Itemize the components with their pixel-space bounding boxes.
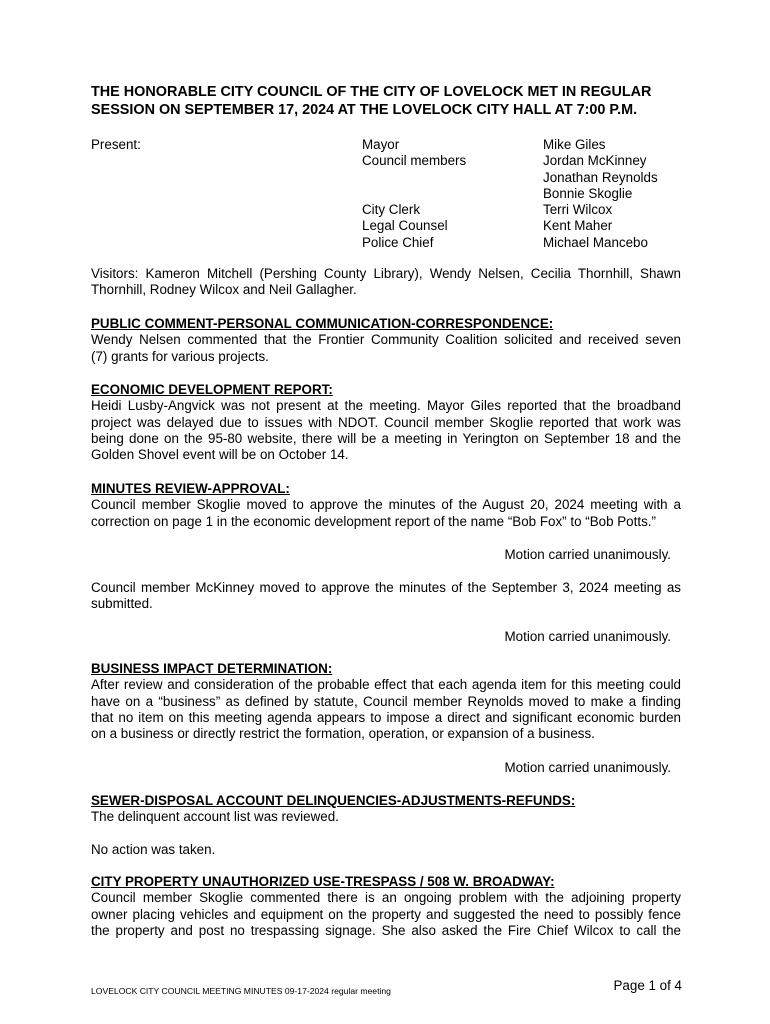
role-item: Legal Counsel [362, 218, 448, 234]
title-line-1: THE HONORABLE CITY COUNCIL OF THE CITY OF LOVELOCK MET IN REGULAR [91, 84, 652, 100]
section-heading: SEWER-DISPOSAL ACCOUNT DELINQUENCIES-ADJUSTMENTS-REFUNDS: [91, 793, 576, 808]
name-item: Jonathan Reynolds [543, 169, 658, 185]
economic-development-section [91, 382, 681, 463]
text-line: Thornhill, Rodney Wilcox and Neil Gallagher. [91, 282, 357, 298]
name-item: Bonnie Skoglie [543, 185, 633, 201]
visitors-paragraph [91, 266, 681, 299]
sewer-action-paragraph [91, 842, 681, 858]
city-property-section [91, 874, 681, 939]
text-line: on a business or directly restrict the formation, operation, or expansion of a business. [91, 726, 595, 742]
name-item: Michael Mancebo [543, 234, 648, 250]
name-item: Jordan McKinney [543, 153, 647, 169]
name-item: Kent Maher [543, 218, 613, 234]
footer-page-number: Page 1 of 4 [613, 978, 682, 993]
section-heading: MINUTES REVIEW-APPROVAL: [91, 481, 290, 496]
role-item: Police Chief [362, 234, 434, 250]
motion-carried: Motion carried unanimously. [504, 760, 671, 775]
text-line: After review and consideration of the probable effect that each agenda item for this meeting could [91, 677, 681, 693]
title-line-2: SESSION ON SEPTEMBER 17, 2024 AT THE LOVELOCK CITY HALL AT 7:00 P.M. [91, 102, 638, 118]
role-item: Mayor [362, 137, 400, 152]
text-line: Golden Shovel event will be on October 14. [91, 447, 349, 463]
sewer-section [91, 793, 681, 826]
name-item: Terri Wilcox [543, 202, 613, 218]
section-heading: CITY PROPERTY UNAUTHORIZED USE-TRESPASS / 508 W. BROADWAY: [91, 874, 555, 889]
text-line: project was delayed due to issues with NDOT. Council member Skoglie reported that work was [91, 414, 681, 430]
text-line: the property and post no trespassing signage. She also asked the Fire Chief Wilcox to call the [91, 922, 681, 938]
minutes-review-section [91, 481, 681, 530]
text-line: (7) grants for various projects. [91, 348, 269, 364]
text-line: being done on the 95-80 website, there will be a meeting in Yerington on September 18 and the [91, 430, 681, 446]
name-item: Mike Giles [543, 137, 606, 152]
text-line: Council member Skoglie moved to approve the minutes of the August 20, 2024 meeting with a [91, 497, 681, 513]
text-line: have on a “business” as defined by statute, Council member Reynolds moved to make a finding [91, 693, 681, 709]
motion-carried: Motion carried unanimously. [504, 629, 671, 644]
text-line: owner placing vehicles and equipment on the property and suggested the need to possibly fence [91, 906, 681, 922]
text-line: correction on page 1 in the economic development report of the name “Bob Fox” to “Bob Potts.” [91, 513, 656, 529]
roles-column [362, 137, 466, 251]
text-line: Council member Skoglie commented there is an ongoing problem with the adjoining property [91, 890, 681, 906]
section-heading: PUBLIC COMMENT-PERSONAL COMMUNICATION-CORRESPONDENCE: [91, 316, 554, 331]
text-line: No action was taken. [91, 842, 216, 857]
text-line: submitted. [91, 596, 153, 612]
text-line: Wendy Nelsen commented that the Frontier Community Coalition solicited and received seven [91, 332, 681, 348]
text-line: that no item on this meeting agenda appears to impose a direct and significant economic burden [91, 709, 681, 725]
public-comment-section [91, 316, 681, 365]
text-line: Heidi Lusby-Angvick was not present at the meeting. Mayor Giles reported that the broadband [91, 398, 681, 414]
business-impact-section [91, 661, 681, 742]
text-line: Council member McKinney moved to approve the minutes of the September 3, 2024 meeting as [91, 580, 681, 595]
names-column [543, 137, 658, 251]
role-item: Council members [362, 153, 467, 169]
document-title [91, 83, 691, 119]
section-heading: BUSINESS IMPACT DETERMINATION: [91, 661, 333, 676]
attendance-block [91, 137, 681, 252]
text-line: Visitors: Kameron Mitchell (Pershing County Library), Wendy Nelsen, Cecilia Thornhill, Shawn [91, 266, 681, 281]
text-line: The delinquent account list was reviewed. [91, 809, 339, 825]
section-heading: ECONOMIC DEVELOPMENT REPORT: [91, 382, 333, 397]
footer-document-name: LOVELOCK CITY COUNCIL MEETING MINUTES 09-17-2024 regular meeting [91, 986, 391, 996]
motion-carried: Motion carried unanimously. [504, 547, 671, 562]
minutes-second-paragraph [91, 580, 681, 613]
role-item: City Clerk [362, 202, 421, 218]
present-label: Present: [91, 137, 141, 152]
